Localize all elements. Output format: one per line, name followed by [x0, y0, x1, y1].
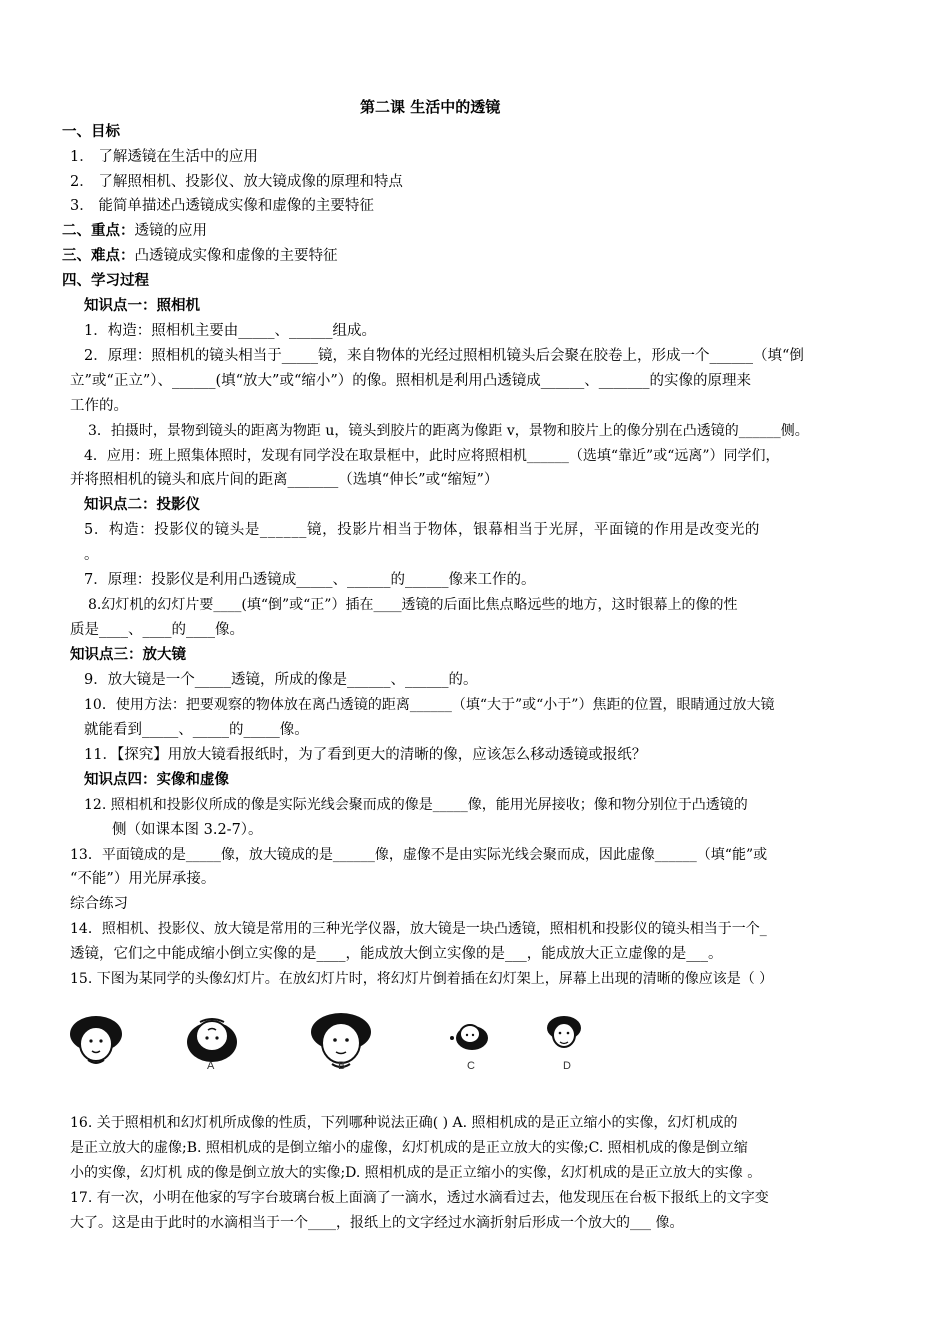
- question-1: 1．构造：照相机主要由_____、______组成。: [84, 323, 376, 339]
- question-11: 11．【探究】用放大镜看报纸时，为了看到更大的清晰的像，应该怎么移动透镜或报纸？: [84, 747, 647, 763]
- question-16-line-1: 16. 关于照相机和幻灯机所成像的性质，下列哪种说法正确( ) A. 照相机成的是正立缩小的实像，幻灯机成的: [70, 1115, 738, 1131]
- question-16-line-2: 是正立放大的虚像;B. 照相机成的是倒立缩小的虚像，幻灯机成的是正立放大的实像;C. 照相机成的像是倒立缩: [70, 1140, 748, 1156]
- option-b-label: B: [338, 1060, 346, 1072]
- knowledge-camera: 知识点一：照相机: [84, 298, 200, 314]
- question-4-line-2: 并将照相机的镜头和底片间的距离_______（选填“伸长”或“缩短”）: [70, 472, 499, 488]
- option-c-label: C: [467, 1060, 475, 1072]
- difficult-point: [62, 246, 338, 266]
- section-process: 四、学习过程: [62, 273, 149, 289]
- question-15: 15. 下图为某同学的头像幻灯片。在放幻灯片时，将幻灯片倒着插在幻灯架上，屏幕上出现的清晰的像应该是（ ）: [70, 971, 774, 987]
- knowledge-projector: 知识点二：投影仪: [84, 497, 200, 513]
- question-12-line-1: 12. 照相机和投影仪所成的像是实际光线会聚而成的像是_____像，能用光屏接收；像和物分别位于凸透镜的: [84, 797, 748, 813]
- goal-1: 1． 了解透镜在生活中的应用: [70, 149, 258, 165]
- option-d-label: D: [563, 1060, 571, 1072]
- question-10-line-1: 10．使用方法：把要观察的物体放在离凸透镜的距离______（填“大于”或“小于”）焦距的位置，眼睛通过放大镜: [84, 697, 775, 713]
- knowledge-magnifier: 知识点三：放大镜: [70, 647, 186, 663]
- difficult-point-label: 三、难点：: [62, 248, 135, 264]
- question-7: 7．原理：投影仪是利用凸透镜成_____、______的______像来工作的。: [84, 572, 536, 588]
- key-point: [62, 221, 207, 241]
- question-9: 9．放大镜是一个_____透镜，所成的像是______、______的。: [84, 672, 478, 688]
- question-17-line-2: 大了。这是由于此时的水滴相当于一个____，报纸上的文字经过水滴折射后形成一个放大的___ 像。: [70, 1215, 684, 1231]
- question-13-line-1: 13．平面镜成的是_____像，放大镜成的是______像，虚像不是由实际光线会聚而成，因此虚像______（填“能”或: [70, 847, 768, 863]
- question-3: 3．拍摄时，景物到镜头的距离为物距 u，镜头到胶片的距离为像距 v，景物和胶片上的像分别在凸透镜的______侧。: [88, 423, 809, 439]
- question-2-line-1: 2．原理：照相机的镜头相当于_____镜，来自物体的光经过照相机镜头后会聚在胶卷上，形成一个______（填“倒: [84, 348, 804, 364]
- head-original-icon: [66, 1008, 126, 1078]
- practice-heading: 综合练习: [70, 896, 128, 912]
- question-5-line-2: 。: [84, 547, 99, 563]
- question-10-line-2: 就能看到_____、_____的_____像。: [84, 722, 309, 738]
- section-goals: 一、目标: [62, 124, 120, 140]
- question-4-line-1: 4．应用：班上照集体照时，发现有同学没在取景框中，此时应将照相机______（选填“靠近”或“远离”）同学们，: [84, 448, 780, 464]
- knowledge-real-virtual: 知识点四：实像和虚像: [84, 772, 229, 788]
- question-5-line-1: 5．构造：投影仪的镜头是______镜，投影片相当于物体，银幕相当于光屏，平面镜的作用是改变光的: [84, 522, 761, 538]
- option-a-label: A: [207, 1060, 215, 1072]
- goal-3: 3． 能简单描述凸透镜成实像和虚像的主要特征: [70, 198, 374, 214]
- question-12-line-2: 侧（如课本图 3.2-7）。: [112, 822, 263, 838]
- difficult-point-text: 凸透镜成实像和虚像的主要特征: [134, 248, 338, 264]
- page-title: 第二课 生活中的透镜: [360, 98, 501, 116]
- key-point-label: 二、重点：: [62, 223, 135, 239]
- question-14-line-2: 透镜，它们之中能成缩小倒立实像的是____，能成放大倒立实像的是___，能成放大正立虚像的是___。: [70, 946, 723, 962]
- goal-2: 2． 了解照相机、投影仪、放大镜成像的原理和特点: [70, 174, 403, 190]
- question-8-line-1: 8.幻灯机的幻灯片要____(填“倒”或“正”）插在____透镜的后面比焦点略远些的地方，这时银幕上的像的性: [88, 597, 738, 613]
- question-14-line-1: 14．照相机、投影仪、放大镜是常用的三种光学仪器，放大镜是一块凸透镜，照相机和投影仪的镜头相当于一个_: [70, 921, 767, 937]
- question-16-line-3: 小的实像，幻灯机 成的像是倒立放大的实像;D. 照相机成的是正立缩小的实像，幻灯机成的是正立放大的实像 。: [70, 1165, 762, 1181]
- key-point-text: 透镜的应用: [134, 223, 207, 239]
- question-8-line-2: 质是____、____的____像。: [70, 622, 244, 638]
- question-2-line-3: 工作的。: [70, 398, 128, 414]
- question-13-line-2: “不能”）用光屏承接。: [70, 871, 216, 887]
- question-17-line-1: 17. 有一次，小明在他家的写字台玻璃台板上面滴了一滴水，透过水滴看过去，他发现压在台板下报纸上的文字变: [70, 1190, 769, 1206]
- question-2-line-2: 立”或“正立”）、______(填“放大”或“缩小”）的像。照相机是利用凸透镜成______、_______的实像的原理来: [70, 373, 752, 389]
